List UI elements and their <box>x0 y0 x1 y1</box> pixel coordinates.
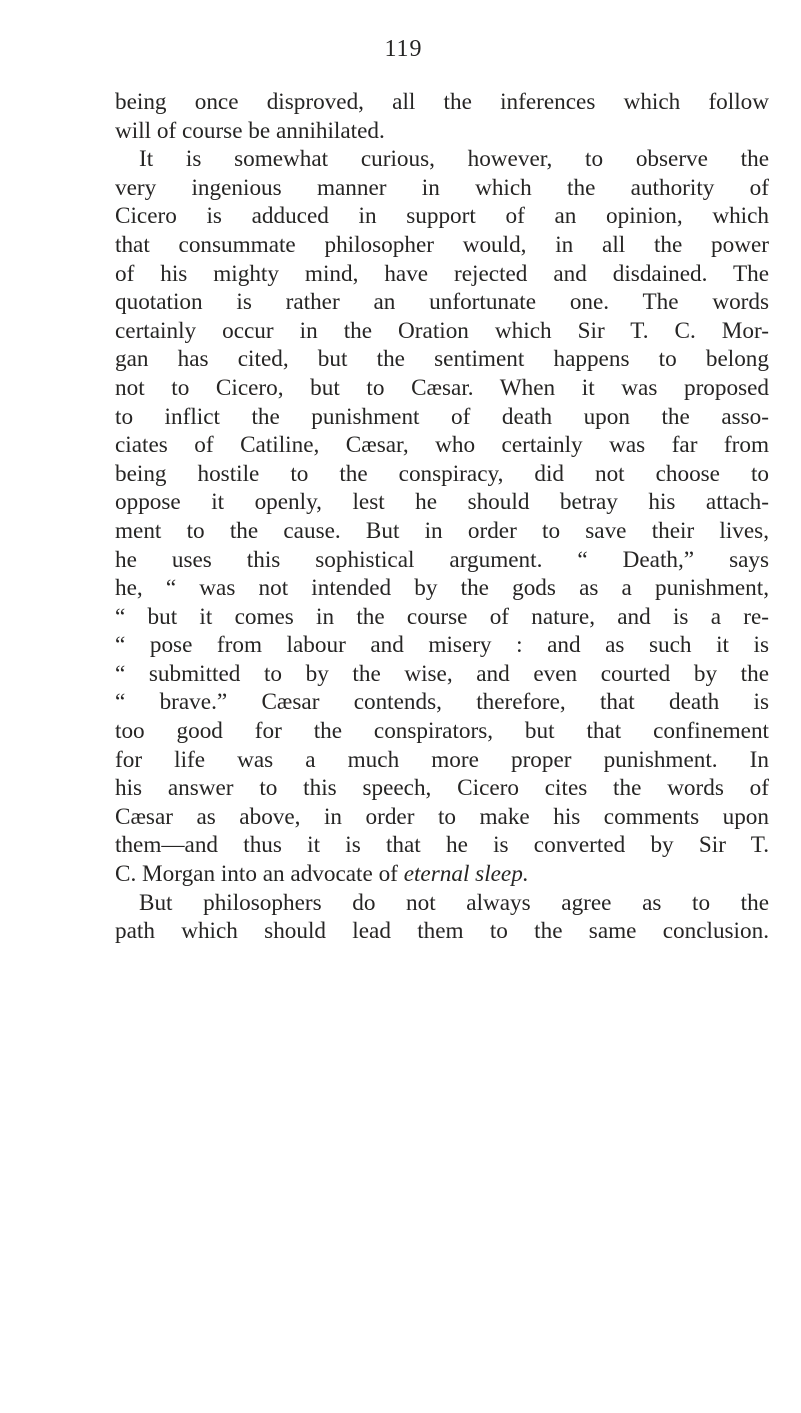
text-line: very ingenious manner in which the authority of <box>115 174 769 201</box>
text-line: “ brave.” Cæsar contends, therefore, that death is <box>115 689 769 716</box>
text-line: C. Morgan into an advocate of eternal sleep. <box>115 861 529 888</box>
text-line: his answer to this speech, Cicero cites the words of <box>115 775 769 802</box>
text-line: “ but it comes in the course of nature, and is a re- <box>115 603 769 630</box>
text-line: “ submitted to by the wise, and even courted by the <box>115 660 769 687</box>
text-line: Cæsar as above, in order to make his comments upon <box>115 803 769 830</box>
page-number: 119 <box>384 36 423 62</box>
text-line: will of course be annihilated. <box>115 117 385 144</box>
text-line: for life was a much more proper punishment. In <box>115 746 769 773</box>
text-line: It is somewhat curious, however, to observe the <box>139 146 769 173</box>
text-line: too good for the conspirators, but that confinement <box>115 718 769 745</box>
text-line: ment to the cause. But in order to save their lives, <box>115 517 769 544</box>
text-line: them—and thus it is that he is converted by Sir T. <box>115 832 769 859</box>
text-line: gan has cited, but the sentiment happens to belong <box>115 346 769 373</box>
text-line: not to Cicero, but to Cæsar. When it was proposed <box>115 374 769 401</box>
text-line: path which should lead them to the same conclusion. <box>115 918 769 945</box>
text-line: oppose it openly, lest he should betray his attach- <box>115 489 769 516</box>
text-line: But philosophers do not always agree as to the <box>139 889 769 916</box>
text-line: that consummate philosopher would, in all the power <box>115 231 769 258</box>
text-line: certainly occur in the Oration which Sir T. C. Mor- <box>115 317 769 344</box>
text-line: quotation is rather an unfortunate one. The words <box>115 289 769 316</box>
text-line: ciates of Catiline, Cæsar, who certainly was far from <box>115 432 769 459</box>
italic-phrase: eternal sleep. <box>403 861 529 888</box>
text-line: Cicero is adduced in support of an opinion, which <box>115 203 769 230</box>
text-line: being hostile to the conspiracy, did not choose to <box>115 460 769 487</box>
body-text <box>115 88 769 946</box>
text-line: “ pose from labour and misery : and as such it is <box>115 632 769 659</box>
text-line: to inflict the punishment of death upon the asso- <box>115 403 769 430</box>
text-line: he uses this sophistical argument. “ Death,” says <box>115 546 769 573</box>
text-line: he, “ was not intended by the gods as a punishment, <box>115 575 769 602</box>
text-line: of his mighty mind, have rejected and disdained. The <box>115 260 769 287</box>
text-line: being once disproved, all the inferences which follow <box>115 89 769 115</box>
